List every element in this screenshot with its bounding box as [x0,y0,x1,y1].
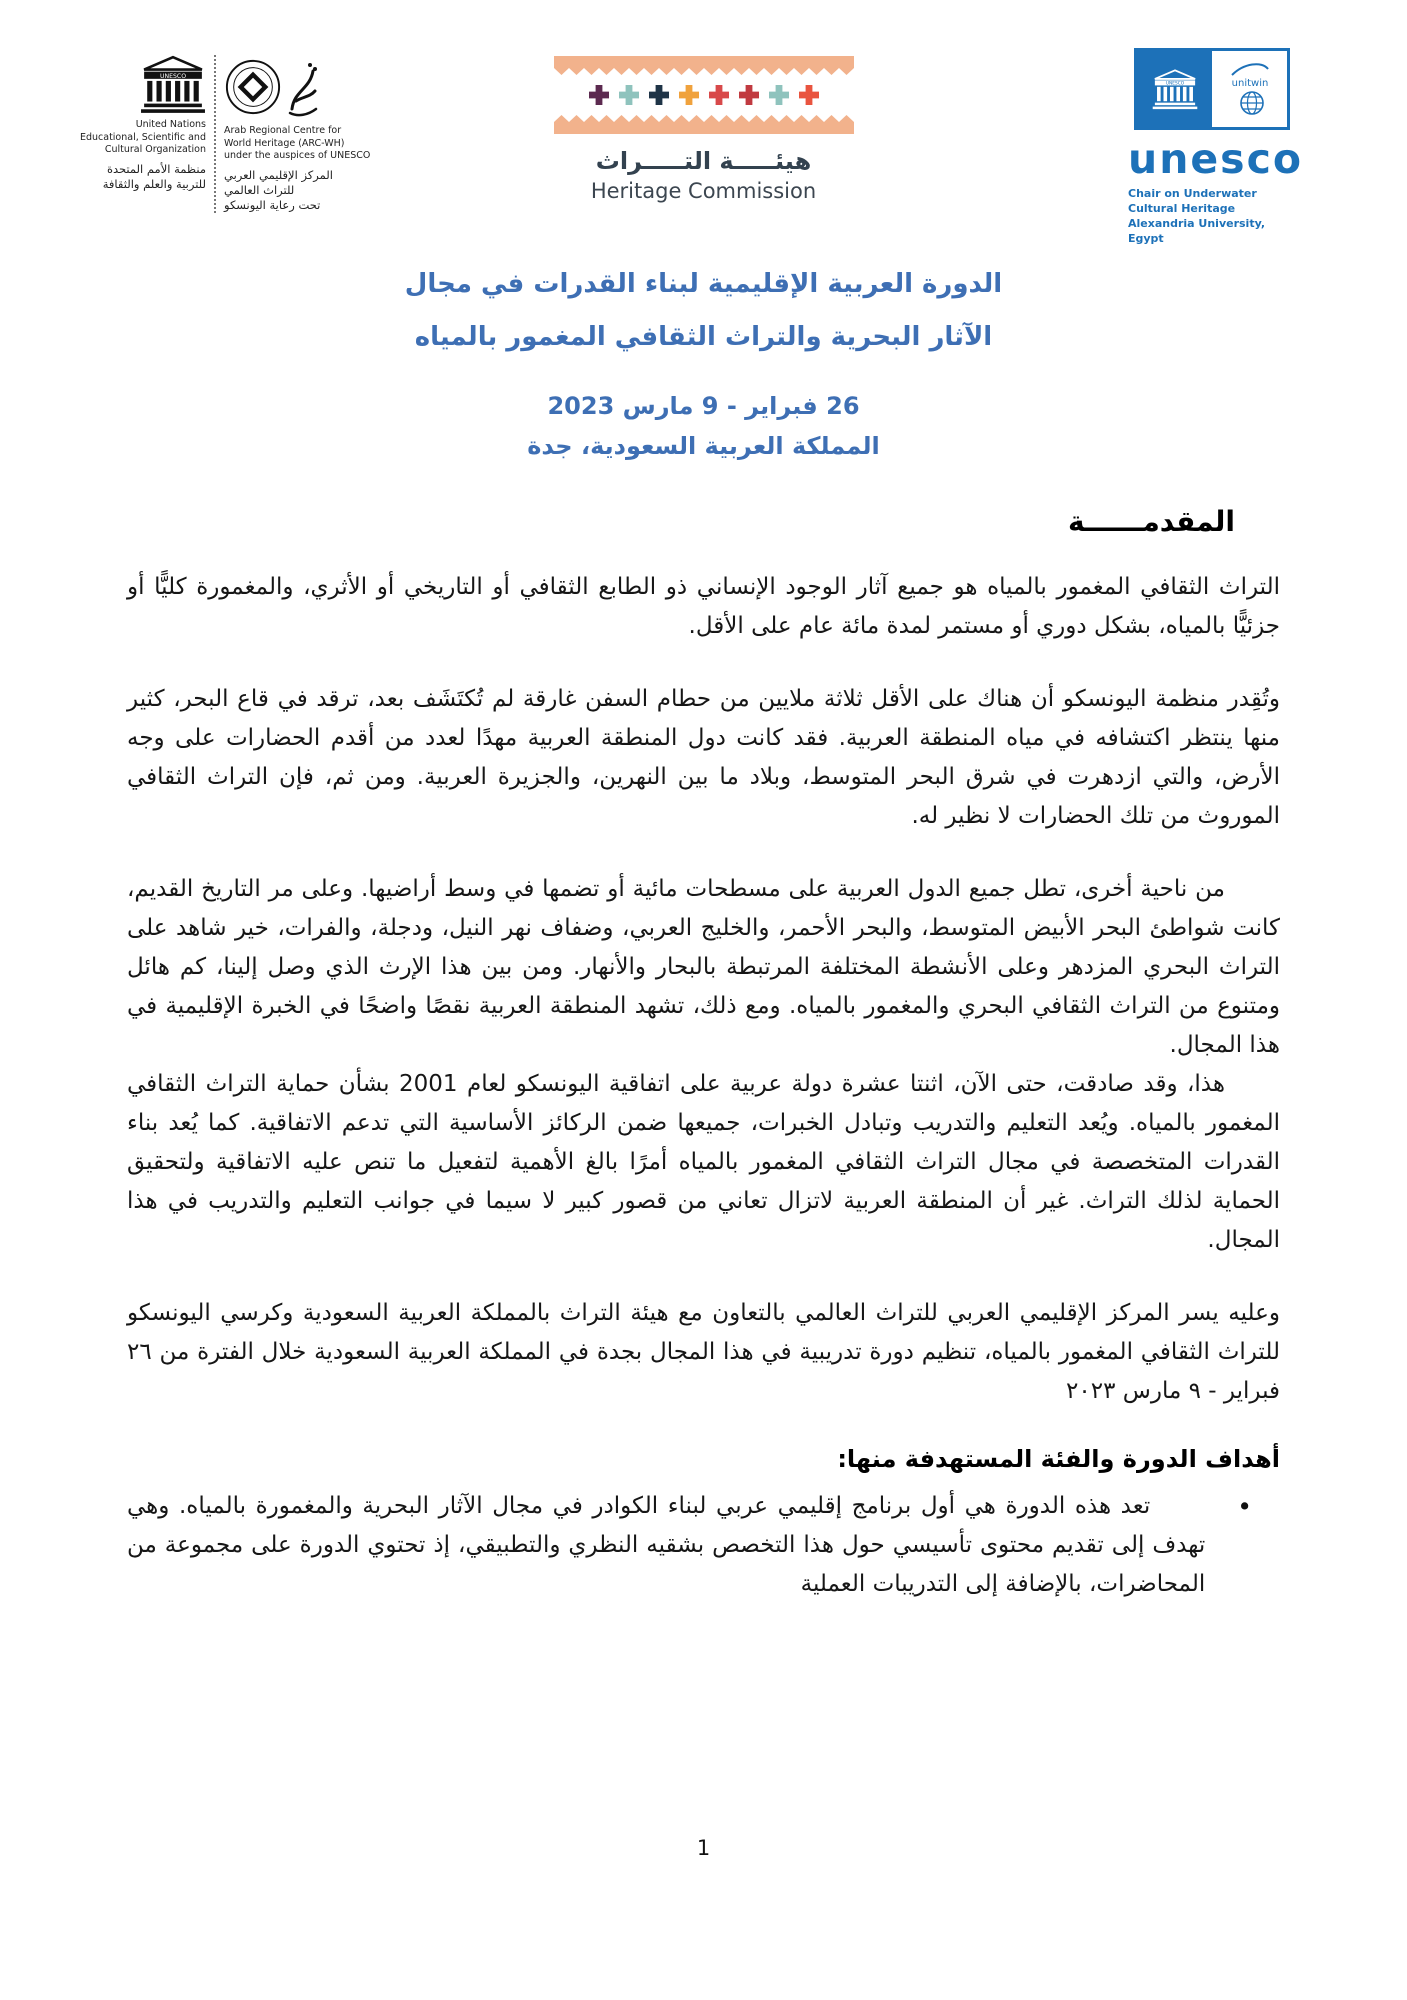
bullet-icon: • [1237,1492,1252,1521]
paragraph-definition: التراث الثقافي المغمور بالمياه هو جميع آثار الوجود الإنساني ذو الطابع الثقافي أو التاريخي أو الأثري، والمغمورة كليًّا أو جزئيًّا بالمياه، بشكل دوري أو مستمر لمدة مائة عام على الأقل. [127,574,1280,639]
unitwin-globe-icon [1222,59,1278,119]
unesco-arcwh-logo-block [50,55,380,213]
svg-text:UNESCO: UNESCO [1165,81,1184,87]
unesco-temple-blue-cell [1137,51,1212,127]
unesco-chair-caption: Chair on Underwater Cultural Heritage Alexandria University, Egypt [1128,187,1266,245]
course-location: المملكة العربية السعودية، جدة [527,432,880,460]
arcwh-calligraphy-icon [286,57,320,117]
arcwh-emblem-icon [224,58,282,116]
unesco-logo-column [50,55,214,213]
objectives-heading: أهداف الدورة والفئة المستهدفة منها: [837,1445,1280,1473]
objective-list-item [127,1487,1280,1604]
unesco-temple-white-icon [1152,68,1198,110]
objective-text: تعد هذه الدورة هي أول برنامج إقليمي عربي لبناء الكوادر في مجال الآثار البحرية والمغمورة بالمياه. وهي تهدف إلى تقديم محتوى تأسيسي حول هذا التخصص بشقيه النظري والتطبيقي، إذ تحتوي الدورة على مجموعة من المحاضرات، بالإضافة إلى التدريبات العملية [127,1493,1206,1597]
arcwh-caption-ar: المركز الإقليمي العربي للتراث العالمي تحت رعاية اليونسكو [224,167,333,212]
heritage-commission-pattern-icon [554,56,854,134]
svg-text:UNESCO: UNESCO [159,72,187,80]
heritage-commission-logo-block [544,56,864,204]
course-title-line1: الدورة العربية الإقليمية لبناء القدرات في مجال [404,269,1003,299]
unesco-wordmark: unesco [1128,135,1304,183]
heritage-commission-name-en: Heritage Commission [590,179,817,203]
unesco-temple-icon [140,55,206,113]
arcwh-caption-en: Arab Regional Centre for World Heritage (ARC-WH) under the auspices of UNESCO [224,125,371,161]
unitwin-cell [1212,51,1287,127]
course-date: 26 فبراير - 9 مارس 2023 [547,392,860,420]
page-number: 1 [696,1836,711,1860]
svg-text:unitwin: unitwin [1231,78,1268,89]
unesco-chair-logo-block [1128,48,1304,246]
introduction-heading: المقدمــــــة [1068,505,1235,538]
course-title-line2: الآثار البحرية والتراث الثقافي المغمور بالمياه [414,322,993,352]
unesco-unitwin-box [1134,48,1290,130]
unesco-caption-en: United Nations Educational, Scientific and Cultural Organization [79,119,206,155]
course-title-block [0,258,1407,466]
document-body [127,505,1280,1604]
unesco-caption-ar: منظمة الأمم المتحدة للتربية والعلم والثقافة [102,161,206,191]
paragraph-2001-convention: هذا، وقد صادقت، حتى الآن، اثنتا عشرة دولة عربية على اتفاقية اليونسكو لعام 2001 بشأن حماية التراث الثقافي المغمور بالمياه. ويُعد التعليم والتدريب وتبادل الخبرات، جميعها ضمن الركائز الأساسية التي تدعم الاتفاقية. كما يُعد بناء القدرات المتخصصة في مجال التراث الثقافي المغمور بالمياه أمرًا بالغ الأهمية لتفعيل ما تنص عليه الاتفاقية ولتحقيق الحماية لذلك التراث. غير أن المنطقة العربية لاتزال تعاني من قصور كبير لا سيما في جوانب التعليم والتدريب في هذا المجال. [127,1071,1280,1253]
heritage-commission-name-ar: هيئـــــة التـــــراث [595,147,812,175]
paragraph-unesco-estimate: وتُقِدر منظمة اليونسكو أن هناك على الأقل ثلاثة ملايين من حطام السفن غارقة لم تُكتَشَف بعد، ترقد في قاع البحر، كثير منها ينتظر اكتشافه في مياه المنطقة العربية. فقد كانت دول المنطقة العربية مهدًا لعدد من أقدم الحضارات على وجه الأرض، والتي ازدهرت في شرق البحر المتوسط، وبلاد ما بين النهرين، والجزيرة العربية. ومن ثم، فإن التراث الثقافي الموروث من تلك الحضارات لا نظير له. [127,686,1280,829]
arcwh-logo-column [216,55,380,213]
paragraph-course-announcement: وعليه يسر المركز الإقليمي العربي للتراث العالمي بالتعاون مع هيئة التراث بالمملكة العربية السعودية وكرسي اليونسكو للتراث الثقافي المغمور بالمياه، تنظيم دورة تدريبية في هذا المجال بجدة في المملكة العربية السعودية خلال الفترة من ٢٦ فبراير - ٩ مارس ٢٠٢٣ [127,1300,1280,1404]
paragraph-arab-waters: من ناحية أخرى، تطل جميع الدول العربية على مسطحات مائية أو تضمها في وسط أراضيها. وعلى مر التاريخ القديم، كانت شواطئ البحر الأبيض المتوسط، والبحر الأحمر، والخليج العربي، وضفاف نهر النيل، ودجلة، والفرات، خير شاهد على التراث البحري المزدهر وعلى الأنشطة المختلفة المرتبطة بالبحار والأنهار. ومن بين هذا الإرث الذي وصل إلينا، كم هائل ومتنوع من التراث الثقافي البحري والمغمور بالمياه. ومع ذلك، تشهد المنطقة العربية نقصًا واضحًا في الخبرة الإقليمية في هذا المجال. [127,876,1280,1058]
